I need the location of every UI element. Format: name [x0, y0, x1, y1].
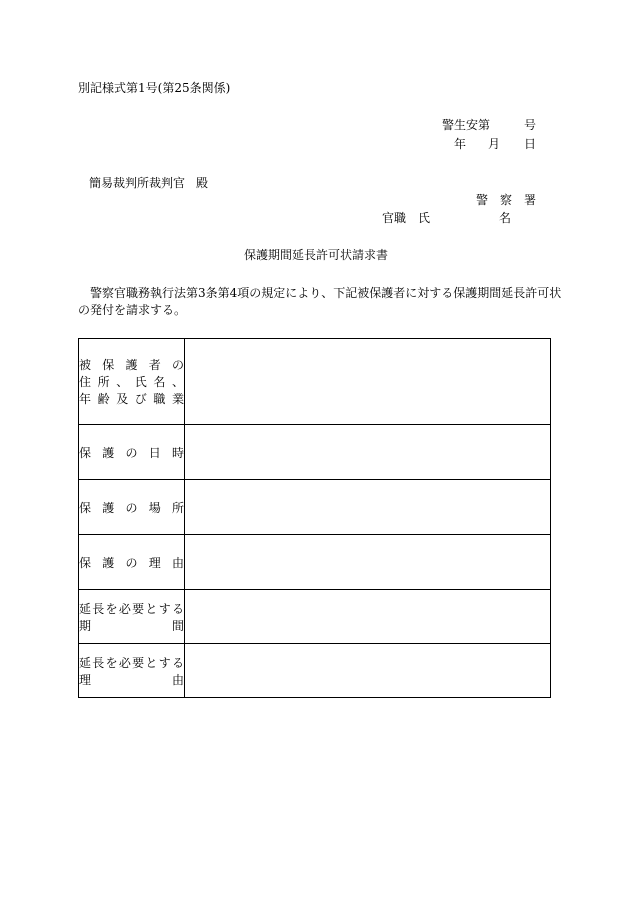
table-row — [79, 339, 551, 425]
label-line — [79, 444, 184, 461]
table-row — [79, 425, 551, 480]
row-label — [79, 425, 185, 480]
label-char: 理 — [148, 555, 161, 570]
label-char: る — [171, 601, 184, 616]
label-char: 日 — [148, 445, 161, 460]
label-char: 名 — [153, 375, 166, 389]
label-line — [79, 600, 184, 617]
label-char: 職 — [153, 392, 166, 406]
label-char: 期 — [79, 618, 92, 633]
label-char: 場 — [148, 500, 161, 515]
police-station-char: 警 — [476, 193, 489, 207]
label-char: び — [134, 392, 147, 406]
label-char: 要 — [132, 601, 145, 616]
label-char: 住 — [79, 375, 92, 389]
row-value[interactable] — [185, 535, 551, 590]
label-char: 齢 — [97, 392, 110, 406]
label-char: 氏 — [134, 375, 147, 389]
document-title: 保護期間延長許可状請求書 — [244, 248, 389, 262]
label-char: と — [145, 601, 158, 616]
date-year: 年 — [454, 137, 467, 151]
label-char: す — [158, 601, 171, 616]
label-char: 所 — [171, 500, 184, 515]
label-line — [79, 617, 184, 634]
label-char: 要 — [132, 655, 145, 670]
label-char: 必 — [118, 655, 131, 670]
label-line — [79, 356, 184, 373]
label-char: 護 — [102, 500, 115, 515]
label-line — [79, 654, 184, 671]
document-number-prefix: 警生安第 — [442, 118, 491, 132]
table-row — [79, 480, 551, 535]
label-char: 由 — [171, 672, 184, 687]
addressee-court: 簡易裁判所裁判官 — [89, 176, 186, 190]
label-line — [79, 554, 184, 571]
body-text-line2: の発付を請求する。 — [78, 303, 187, 317]
label-char: 長 — [92, 601, 105, 616]
official-name-char: 名 — [499, 211, 512, 225]
label-char: を — [105, 655, 118, 670]
label-char: 護 — [102, 445, 115, 460]
label-char: 延 — [79, 655, 92, 670]
label-char: 、 — [116, 375, 129, 389]
label-char: 護 — [125, 358, 138, 372]
body-text-line1: 警察官職務執行法第3条第4項の規定により、下記被保護者に対する保護期間延長許可状 — [90, 286, 562, 300]
table-row — [79, 590, 551, 644]
date-month: 月 — [488, 137, 501, 151]
police-station-char: 署 — [523, 193, 536, 207]
label-char: 由 — [171, 555, 184, 570]
police-station-label — [476, 194, 536, 206]
label-char: す — [158, 655, 171, 670]
label-line — [79, 671, 184, 688]
label-char: 保 — [79, 445, 92, 460]
label-char: 保 — [79, 500, 92, 515]
row-value[interactable] — [185, 644, 551, 698]
label-char: 延 — [79, 601, 92, 616]
label-char: と — [145, 655, 158, 670]
label-char: 及 — [116, 392, 129, 406]
row-label — [79, 535, 185, 590]
label-char: 年 — [79, 392, 92, 406]
document-number-suffix: 号 — [524, 118, 537, 132]
row-value[interactable] — [185, 425, 551, 480]
police-station-char: 察 — [499, 193, 512, 207]
table-row — [79, 644, 551, 698]
row-label — [79, 480, 185, 535]
official-post: 官職 — [382, 211, 407, 225]
label-char: 必 — [118, 601, 131, 616]
official-name-char: 氏 — [418, 211, 431, 225]
label-char: の — [125, 445, 138, 460]
row-label — [79, 590, 185, 644]
label-char: 保 — [79, 555, 92, 570]
label-char: 被 — [79, 358, 92, 372]
label-char: 時 — [171, 445, 184, 460]
row-value[interactable] — [185, 480, 551, 535]
label-char: 業 — [171, 392, 184, 406]
label-char: る — [171, 655, 184, 670]
row-label — [79, 339, 185, 425]
table-row — [79, 535, 551, 590]
row-label — [79, 644, 185, 698]
row-value[interactable] — [185, 590, 551, 644]
addressee-honorific: 殿 — [196, 176, 209, 190]
request-details-table — [78, 338, 551, 698]
label-char: 理 — [79, 672, 92, 687]
label-char: の — [125, 500, 138, 515]
label-char: 護 — [102, 555, 115, 570]
form-number: 別記様式第1号(第25条関係) — [78, 81, 231, 95]
label-char: の — [171, 358, 184, 372]
label-char: 保 — [102, 358, 115, 372]
label-char: 長 — [92, 655, 105, 670]
label-char: 間 — [171, 618, 184, 633]
label-line — [79, 373, 184, 390]
label-char: 所 — [97, 375, 110, 389]
label-char: 、 — [171, 375, 184, 389]
label-line — [79, 390, 184, 407]
label-line — [79, 499, 184, 516]
row-value[interactable] — [185, 339, 551, 425]
label-char: の — [125, 555, 138, 570]
label-char: 者 — [148, 358, 161, 372]
label-char: を — [105, 601, 118, 616]
date-day: 日 — [524, 137, 537, 151]
